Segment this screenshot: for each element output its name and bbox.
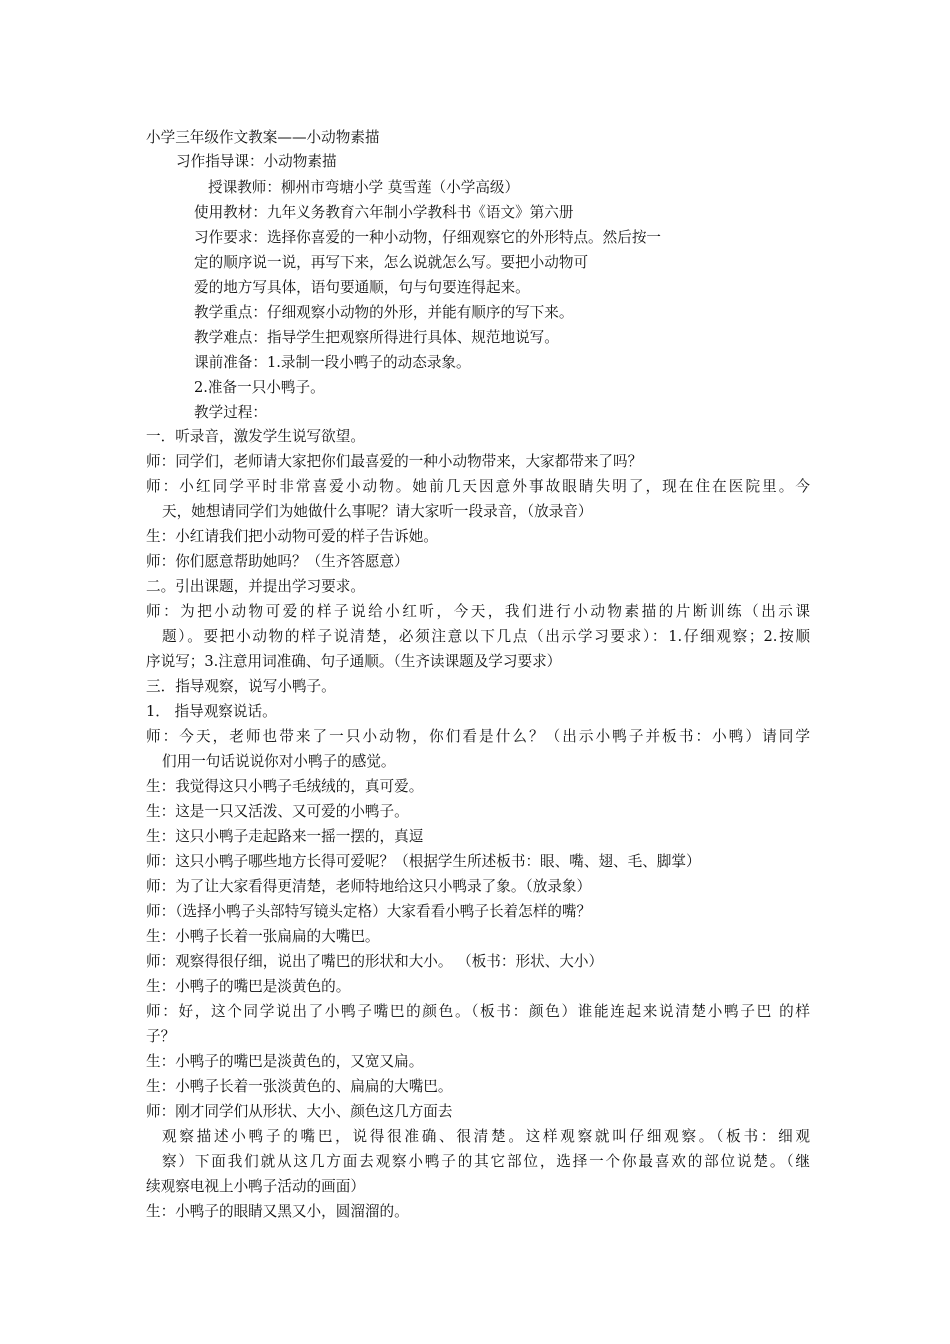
section-heading-3: 三．指导观察，说写小鸭子。: [146, 678, 336, 695]
dialogue-line: 师：同学们，老师请大家把你们最喜爱的一种小动物带来，大家都带来了吗？: [146, 453, 643, 470]
dialogue-line-cont: 们用一句话说说你对小鸭子的感觉。: [162, 753, 396, 770]
dialogue-line: 生：小鸭子的嘴巴是淡黄色的，又宽又扁。: [146, 1053, 424, 1070]
dialogue-line: 生：小鸭子长着一张扁扁的大嘴巴。: [146, 928, 380, 945]
requirement-line-1: 习作要求：选择你喜爱的一种小动物，仔细观察它的外形特点。然后按一: [194, 229, 662, 246]
preparation-line-1: 课前准备：1.录制一段小鸭子的动态录象。: [194, 354, 471, 371]
document-title: 小学三年级作文教案——小动物素描: [146, 129, 380, 146]
dialogue-line: 师：好，这个同学说出了小鸭子嘴巴的颜色。（板书：颜色）谁能连起来说清楚小鸭子巴 的样: [146, 1003, 810, 1020]
dialogue-line: 师：这只小鸭子哪些地方长得可爱呢？（根据学生所述板书：眼、嘴、翅、毛、脚掌）: [146, 853, 701, 870]
dialogue-line: 师：观察得很仔细，说出了嘴巴的形状和大小。 （板书：形状、大小）: [146, 953, 604, 970]
dialogue-line: 生：小鸭子的眼睛又黑又小，圆溜溜的。: [146, 1203, 409, 1220]
process-heading: 教学过程：: [194, 404, 267, 421]
dialogue-line-cont: 子？: [146, 1028, 176, 1045]
dialogue-line: 生：这是一只又活泼、又可爱的小鸭子。: [146, 803, 409, 820]
dialogue-line: 师：小红同学平时非常喜爱小动物。她前几天因意外事故眼睛失明了，现在住在医院里。今: [146, 478, 810, 495]
dialogue-line-cont: 序说写；3.注意用词准确、句子通顺。（生齐读课题及学习要求）: [146, 653, 562, 670]
requirement-line-3: 爱的地方写具体，语句要通顺，句与句要连得起来。: [194, 279, 530, 296]
section-heading-2: 二。引出课题，并提出学习要求。: [146, 578, 365, 595]
requirement-line-2: 定的顺序说一说，再写下来，怎么说就怎么写。要把小动物可: [194, 254, 589, 271]
key-point-line: 教学重点：仔细观察小动物的外形，并能有顺序的写下来。: [194, 304, 574, 321]
section-heading-1: 一．听录音，激发学生说写欲望。: [146, 428, 365, 445]
dialogue-line: 师：刚才同学们从形状、大小、颜色这几方面去: [146, 1103, 453, 1120]
dialogue-line: 生：我觉得这只小鸭子毛绒绒的，真可爱。: [146, 778, 424, 795]
dialogue-line: 师：今天，老师也带来了一只小动物，你们看是什么？（出示小鸭子并板书：小鸭）请同学: [146, 728, 810, 745]
teacher-line: 授课教师：柳州市弯塘小学 莫雪莲（小学高级）: [208, 179, 520, 196]
subsection-heading: 1． 指导观察说话。: [146, 703, 277, 720]
dialogue-line: 生：小鸭子的嘴巴是淡黄色的。: [146, 978, 351, 995]
dialogue-line-cont: 题）。要把小动物的样子说清楚，必须注意以下几点（出示学习要求）：1.仔细观察；2.按顺: [162, 628, 810, 645]
dialogue-line: 师：（选择小鸭子头部特写镜头定格）大家看看小鸭子长着怎样的嘴？: [146, 903, 592, 920]
dialogue-line: 师：为了让大家看得更清楚，老师特地给这只小鸭录了象。（放录象）: [146, 878, 592, 895]
difficulty-line: 教学难点：指导学生把观察所得进行具体、规范地说写。: [194, 329, 559, 346]
dialogue-line: 生：小鸭子长着一张淡黄色的、扁扁的大嘴巴。: [146, 1078, 453, 1095]
dialogue-line-cont: 观察描述小鸭子的嘴巴，说得很准确、很清楚。这样观察就叫仔细观察。（板书：细观: [162, 1128, 810, 1145]
dialogue-line: 生：小红请我们把小动物可爱的样子告诉她。: [146, 528, 438, 545]
lesson-type: 习作指导课：小动物素描: [176, 153, 337, 170]
dialogue-line-cont: 察）下面我们就从这几方面去观察小鸭子的其它部位，选择一个你最喜欢的部位说楚。（继: [162, 1153, 810, 1170]
preparation-line-2: 2.准备一只小鸭子。: [194, 379, 325, 396]
dialogue-line: 师：为把小动物可爱的样子说给小红听，今天，我们进行小动物素描的片断训练（出示课: [146, 603, 810, 620]
dialogue-line: 师：你们愿意帮助她吗？（生齐答愿意）: [146, 553, 409, 570]
dialogue-line-cont: 续观察电视上小鸭子活动的画面）: [146, 1178, 365, 1195]
dialogue-line: 生：这只小鸭子走起路来一摇一摆的，真逗: [146, 828, 424, 845]
dialogue-line-cont: 天，她想请同学们为她做什么事呢？请大家听一段录音，（放录音）: [162, 503, 593, 520]
textbook-line: 使用教材：九年义务教育六年制小学教科书《语文》第六册: [194, 204, 574, 221]
